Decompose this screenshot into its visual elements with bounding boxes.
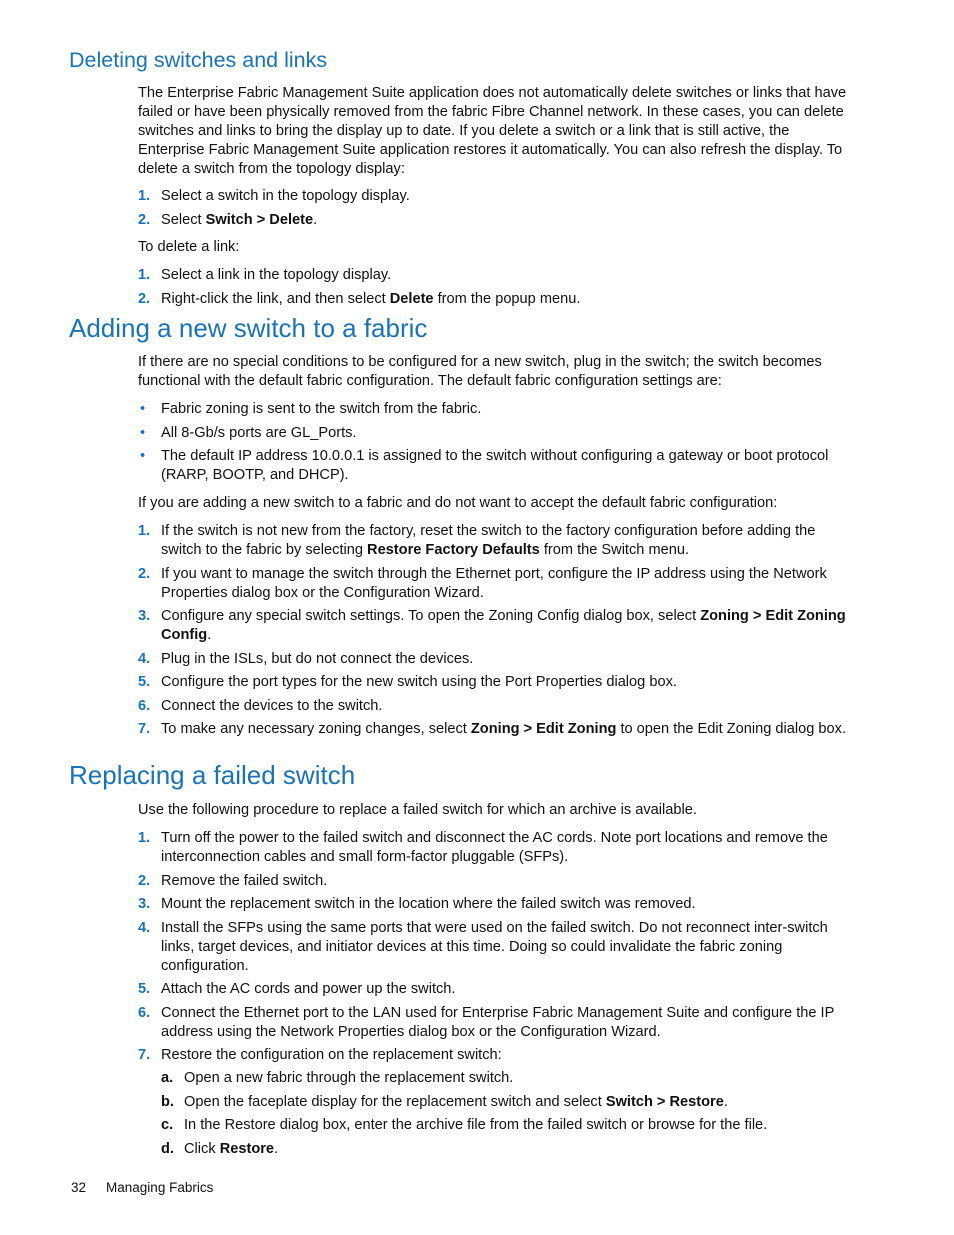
chapter-title: Managing Fabrics: [106, 1180, 214, 1195]
list-item: 6. Connect the devices to the switch.: [138, 697, 383, 714]
list-item: 3. Configure any special switch settings. To open the Zoning Config dialog box, select Zoning > Edit Zoning Config.: [138, 608, 846, 643]
list-item: 2. Remove the failed switch.: [138, 872, 328, 889]
paragraph: If you are adding a new switch to a fabric and do not want to accept the default fabric configuration:: [138, 495, 778, 511]
paragraph: Use the following procedure to replace a failed switch for which an archive is available.: [138, 802, 697, 818]
paragraph: If there are no special conditions to be configured for a new switch, plug in the switch; the switch becomes functional with the default fabric configuration. The default fabric configuration settings are:: [138, 354, 822, 389]
substeps-restore: [161, 1069, 848, 1159]
list-item: 5. Configure the port types for the new switch using the Port Properties dialog box.: [138, 674, 677, 690]
list-item: 1. Turn off the power to the failed switch and disconnect the AC cords. Note port locations and remove the interconnection cables and small form-factor pluggable (SFPs).: [138, 830, 828, 865]
list-item: 1. Select a switch in the topology display.: [138, 188, 410, 204]
steps-delete-link: [138, 266, 848, 313]
list-item: b. Open the faceplate display for the replacement switch and select Switch > Restore.: [161, 1093, 728, 1110]
page-footer: [71, 1180, 213, 1195]
paragraph: To delete a link:: [138, 239, 240, 255]
section-heading-adding: Adding a new switch to a fabric: [69, 313, 428, 343]
list-item: c. In the Restore dialog box, enter the archive file from the failed switch or browse for the file.: [161, 1117, 768, 1133]
paragraph: The Enterprise Fabric Management Suite application does not automatically delete switches or links that have failed or have been physically removed from the fabric Fibre Channel network. In these cases, you can delete switches and links to bring the display up to date. If you delete a switch or a link that is still active, the Enterprise Fabric Management Suite application restores it automatically. You can also refresh the display. To delete a switch from the topology display:: [138, 85, 847, 177]
list-item: 1. If the switch is not new from the factory, reset the switch to the factory configuration before adding the switch to the fabric by selecting Restore Factory Defaults from the Switch menu.: [138, 523, 816, 558]
steps-delete-switch: [138, 187, 848, 234]
list-item: • All 8-Gb/s ports are GL_Ports.: [140, 424, 357, 441]
list-item: 5. Attach the AC cords and power up the switch.: [138, 981, 456, 997]
list-item: 3. Mount the replacement switch in the location where the failed switch was removed.: [138, 896, 696, 912]
list-item: 2. Right-click the link, and then select Delete from the popup menu.: [138, 290, 581, 307]
list-item: a. Open a new fabric through the replacement switch.: [161, 1070, 514, 1086]
list-item: • Fabric zoning is sent to the switch from the fabric.: [140, 401, 482, 417]
page-number: 32: [71, 1180, 87, 1195]
list-item: 7. Restore the configuration on the replacement switch: a. Open a new fabric through the replacement switch. b. Open the faceplate display for the replacement switch and select Switch > Restore. c. In the Restore dialog box, enter the archive file from the failed switch or browse for the file. d. Click Restore.: [138, 1046, 848, 1159]
steps-add-switch: [138, 522, 848, 744]
list-item: d. Click Restore.: [161, 1140, 279, 1157]
section-heading-replacing: Replacing a failed switch: [69, 760, 356, 790]
list-item: 7. To make any necessary zoning changes, select Zoning > Edit Zoning to open the Edit Zoning dialog box.: [138, 721, 847, 737]
list-item: 4. Plug in the ISLs, but do not connect the devices.: [138, 650, 474, 667]
default-settings-list: [138, 400, 848, 490]
steps-replace-switch: [138, 829, 848, 1163]
list-item: 6. Connect the Ethernet port to the LAN used for Enterprise Fabric Management Suite and configure the IP address using the Network Properties dialog box or the Configuration Wizard.: [138, 1004, 835, 1040]
list-item: • The default IP address 10.0.0.1 is assigned to the switch without configuring a gateway or boot protocol (RARP, BOOTP, and DHCP).: [140, 448, 829, 483]
list-item: 1. Select a link in the topology display.: [138, 267, 392, 283]
list-item: 4. Install the SFPs using the same ports that were used on the failed switch. Do not reconnect inter-switch links, target devices, and initiator devices at this time. Doing so could invalidate the fabric zoning configuration.: [138, 919, 828, 974]
section-heading-deleting: Deleting switches and links: [69, 48, 328, 72]
list-item: 2. If you want to manage the switch through the Ethernet port, configure the IP address using the Network Properties dialog box or the Configuration Wizard.: [138, 565, 827, 601]
list-item: 2. Select Switch > Delete.: [138, 211, 318, 228]
